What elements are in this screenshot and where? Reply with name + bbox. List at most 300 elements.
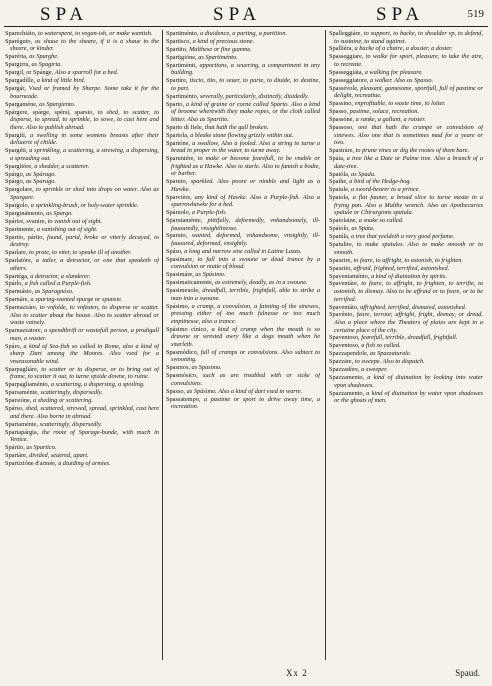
dictionary-entry (329, 155, 483, 170)
dictionary-entry (329, 265, 483, 273)
dictionary-entry (166, 54, 320, 62)
entry-headword: Spartóne, (166, 139, 190, 147)
entry-headword: Spartiménto, (166, 92, 199, 100)
entry-headword: Spasseggiatore, (329, 76, 369, 84)
entry-headword: Sparlatóre, (5, 257, 33, 265)
dictionary-entry (329, 304, 483, 312)
entry-headword: Spartizióne d'armée, (5, 459, 57, 467)
entry-headword: Spartigióne, (166, 53, 197, 61)
entry-headword: Sparsaménte, (5, 389, 39, 397)
entry-definition: to vnfolde, to vnfasten, to disperse or scatter. Also to scatter about the house. Also to scatter abroad or waste vainely. (10, 304, 159, 327)
entry-definition: as Spásimo. (195, 271, 226, 279)
entry-definition: a detractor, a slanderer. (30, 272, 91, 280)
entry-headword: Sparginámento, (5, 209, 45, 217)
entry-headword: Spasso, (329, 108, 349, 116)
dictionary-entry (5, 109, 159, 132)
entry-definition: a bleake stone flowing grizzly within out. (190, 131, 294, 139)
entry-headword: Spazzamento, (329, 389, 365, 397)
entry-headword: Spatola, (329, 194, 350, 202)
entry-definition: as Spásimo. Also a kind of dart vsed in warre. (186, 387, 303, 395)
entry-definition: a swelling in some womens breasts after their deliuerie of childe. (10, 131, 159, 147)
dictionary-entry (5, 30, 159, 38)
entry-headword: Spatolaine, (329, 217, 358, 225)
entry-headword: Spatule, (329, 186, 350, 194)
entry-headword: Spassévole, (329, 84, 359, 92)
entry-headword: Spaventoso, (329, 342, 360, 350)
entry-definition: fearefull, terrible, dreadfull, frightfull. (361, 334, 458, 342)
entry-headword: Spazzamento, (329, 374, 365, 382)
entry-headword: Spasimáre, (166, 271, 194, 279)
entry-definition: a ranke, a gallant, a roister. (355, 116, 426, 124)
entry-headword: Spartáre, (5, 451, 28, 459)
entry-definition: a long and narrow sine called in Latine Lazzo. (184, 247, 302, 255)
entry-headword: Sparuto, (166, 232, 188, 240)
header-rule (4, 26, 488, 27)
page-number: 519 (467, 8, 484, 20)
entry-headword: Sparuniére, (166, 155, 195, 163)
entry-definition: tiscio, tito, to seuer, to parte, to diuide, to destine, to part. (171, 77, 320, 92)
dictionary-entry (329, 241, 483, 256)
dictionary-entry (329, 186, 483, 194)
entry-headword: Spárgo, (5, 170, 25, 178)
entry-headword: Sparuto, (166, 178, 188, 186)
entry-headword: Spargolare, (5, 186, 34, 194)
dictionary-entry (329, 358, 483, 366)
dictionary-entry (166, 248, 320, 256)
dictionary-entry (329, 178, 483, 186)
column-2 (166, 30, 320, 660)
entry-headword: Sparnáre, (5, 296, 29, 304)
entry-headword: Spargéti, (5, 147, 28, 155)
entry-headword: Spartiménto, (166, 30, 199, 37)
entry-headword: Spargaméne, (5, 100, 38, 108)
entry-definition: a kind of Sea-fish so called in Rome, also a kind of sharp Dart among the Moores. Also vsed for a vnseasonable wind. (10, 342, 159, 365)
dictionary-entry (5, 226, 159, 234)
entry-headword: Spartio, pártio, (5, 233, 45, 241)
entry-definition: full of cramps or convulsions. Also subiect to swooning. (171, 348, 320, 364)
dictionary-entry (5, 460, 159, 468)
entry-definition: as Spargiento. (39, 100, 76, 108)
entry-definition: as Spazzaturale. (369, 350, 412, 358)
entry-definition: divided, seuered, apart. (29, 451, 89, 459)
entry-headword: Spavénto, (329, 311, 355, 319)
entry-definition: affraid, frighted, terrified, astonished. (353, 264, 450, 272)
entry-headword: Spazzáre, (329, 358, 354, 366)
entry-headword: Spasmos, (166, 364, 190, 372)
dictionary-entry (5, 397, 159, 405)
entry-headword: Spasimare, (166, 255, 194, 263)
entry-headword: Spárire, svanire, (5, 217, 47, 225)
entry-headword: Spartéga, (5, 272, 29, 280)
entry-headword: Spásimo, (166, 302, 190, 310)
entry-headword: Spartiménti, (166, 61, 197, 69)
dictionary-entry (5, 257, 159, 272)
entry-headword: Sparnazzáre, (5, 304, 38, 312)
dictionary-entry (5, 178, 159, 186)
entry-definition: to waterspent, to vegan-ish, or make wantish. (37, 30, 153, 37)
dictionary-entry (166, 232, 320, 247)
dictionary-entry (5, 389, 159, 397)
entry-definition: a swallow, Also a fooled. Also a string to turne a bread in proper in the water, to turne away. (171, 139, 320, 155)
entry-definition: scatteringly, dispersedly. (40, 389, 103, 397)
dictionary-entry (5, 77, 159, 85)
dictionary-entry (329, 77, 483, 85)
entry-definition: scatteringly, dispersedly. (39, 420, 103, 428)
dictionary-entry (329, 100, 483, 108)
entry-headword: Spásimo cínico, (166, 325, 209, 333)
entry-headword: Spazzapendole, (329, 350, 369, 358)
dictionary-entry (329, 69, 483, 77)
column-1 (5, 30, 159, 660)
entry-headword: Spassino, (329, 100, 353, 108)
dictionary-entry (5, 327, 159, 342)
entry-headword: Spárso, (5, 405, 24, 413)
entry-definition: to support, to backe, to shoulder vp, to defend, to sustaine, to stand against. (334, 30, 483, 45)
entry-definition: a diuidence, a parting, a partition. (199, 30, 288, 37)
header-word-right: SPA (376, 4, 425, 25)
entry-definition: a sweeper. (361, 366, 388, 374)
entry-headword: Sparéria, (5, 53, 28, 61)
dictionary-entry (5, 202, 159, 210)
entry-definition: as Spada. (351, 170, 376, 178)
dictionary-entry (5, 444, 159, 452)
dictionary-entry (329, 257, 483, 265)
entry-definition: a snake so called. (358, 217, 404, 225)
dictionary-entry (5, 452, 159, 460)
dictionary-entry (5, 147, 159, 162)
entry-definition: apportions, a seuering, a compartment in any building. (171, 61, 320, 77)
entry-definition: as Spárago. (25, 170, 56, 178)
entry-definition: a walking for pleasure. (364, 68, 423, 76)
entry-definition: pleasant, gamesome, sportfull, full of pastime or delight, recreatiue. (334, 84, 483, 100)
entry-definition: a kind of little bird. (36, 77, 86, 85)
entry-definition: as Spagiria. (31, 61, 62, 69)
dictionary-entry (5, 53, 159, 61)
entry-definition: to make or become fearefull, to be vnable or frighted as a Hawke. Also to starle. Also to famish a bodie, or barber. (171, 155, 320, 178)
dictionary-entry (166, 30, 320, 38)
entry-definition: a kind of cramp when the mouth is so drawne or wrested awry like a dogs mouth when he snarleth. (171, 325, 320, 348)
dictionary-entry (329, 334, 483, 342)
entry-definition: to sprinkle or shed into drops on water. Also as Spargare. (10, 186, 159, 201)
entry-headword: Spasimeuole, (166, 287, 200, 295)
dictionary-entry (329, 366, 483, 374)
entry-definition: to make spatules. Also to make smooth or to smooth. (334, 241, 483, 256)
dictionary-entry (5, 38, 159, 53)
catchword: Spaud. (455, 668, 480, 678)
entry-headword: Spasimaticamente, (166, 279, 214, 287)
entry-headword: Spáruolo, (166, 209, 191, 217)
dictionary-entry (329, 171, 483, 179)
dictionary-entry (166, 256, 320, 271)
entry-definition: to fall into a swoune or dead trance by a convulsion or mutte of blood. (171, 255, 320, 271)
dictionary-entry (329, 53, 483, 68)
entry-definition: a tatler, a detractor, or one that speaketh of others. (10, 257, 159, 272)
entry-headword: Spárgo, (5, 178, 25, 186)
running-header (0, 4, 492, 24)
entry-headword: Spatúla, (329, 233, 350, 241)
entry-definition: a fish so called. (361, 342, 401, 350)
dictionary-entry (166, 396, 320, 411)
dictionary-entry (166, 279, 320, 287)
dictionary-entry (329, 85, 483, 100)
entry-headword: Sparnazzatore, (5, 327, 43, 335)
entry-definition: as Spartiménto. (198, 53, 238, 61)
entry-headword: Sparto, (166, 100, 185, 108)
entry-headword: Spárgere, spárge, spérsì, sparsio, (5, 108, 94, 116)
dictionary-entry (166, 93, 320, 101)
entry-headword: Spaurito, (329, 264, 352, 272)
dictionary-entry (5, 288, 159, 296)
entry-definition: found, partd, broke or vtterly decayed, to destroy. (10, 233, 159, 249)
dictionary-entry (5, 405, 159, 420)
dictionary-entry (166, 46, 320, 54)
entry-definition: dreadfull, terrible, frightfull, able to strike a man into a swoune. (171, 287, 320, 302)
dictionary-entry (329, 45, 483, 53)
entry-headword: Spargil, or Spánge, (5, 69, 54, 77)
entry-definition: feare, terrour, affright, fright, dismay, or dread. Also a place where the Theaters of plaies are kept in a certaine place of the city. (334, 311, 483, 334)
dictionary-entry (5, 163, 159, 171)
entry-definition: a kind of diuination by water vpon shadowes or the ghosts of men. (334, 389, 483, 405)
header-word-center: SPA (213, 4, 262, 25)
entry-headword: Spatulire, (329, 241, 354, 249)
dictionary-entry (5, 343, 159, 366)
entry-headword: Sparlare, (5, 249, 28, 257)
dictionary-entry (5, 132, 159, 147)
dictionary-entry (5, 296, 159, 304)
dictionary-entry (5, 280, 159, 288)
entry-definition: a scattering, a dispersing, a spoiling. (50, 381, 145, 389)
dictionary-entry (166, 77, 320, 92)
entry-definition: to prune vines or dig the rootes of them bare. (355, 147, 470, 155)
entry-definition: a kind of diuination by spirits. (370, 272, 447, 280)
entry-headword: Spassatempo, (166, 395, 201, 403)
entry-headword: Spalliéra, (329, 45, 353, 53)
dictionary-entry (329, 233, 483, 241)
dictionary-entry (166, 62, 320, 77)
entry-definition: a sprinkling, a scattering, a strewing, a dispersing, a spreading out. (10, 147, 159, 162)
entry-definition: a kind of graine or corne called Sparto. Also a kind of broome wherewith they make ropes, or the cloth called bitter. Also as Spartito. (171, 100, 320, 123)
entry-definition: such as are troubled with or sicke of convulsions. (171, 372, 320, 387)
entry-definition: as Spartico. (26, 444, 57, 452)
entry-definition: to prate, to vtter, to speake ill of another. (29, 249, 132, 257)
entry-definition: a tree like a Date or Palme tree. Also a branch of a date-tree. (334, 155, 483, 170)
entry-definition: that hath the gall broken. (204, 123, 269, 131)
entry-headword: Spartisco, (166, 37, 192, 45)
entry-headword: Sparechiáto, (5, 30, 37, 37)
entry-definition: to scatter or to disperse, or to bring out of frame, to scatter it out, to turne vpside downe, to ruine. (10, 365, 159, 381)
entry-headword: Sparéguto, (5, 37, 33, 45)
entry-headword: Spátolo, (329, 225, 350, 233)
entry-headword: Spatóla, (329, 170, 350, 178)
dictionary-entry (5, 429, 159, 444)
entry-definition: one that hath the crampe or convulsion of sinewes. Also one that is sometimes mad for a yeare or two. (334, 124, 483, 147)
entry-headword: Spasmódico, (166, 348, 199, 356)
entry-definition: affrighted, terrified, dismaied, astonished. (360, 303, 467, 311)
column-divider-2 (325, 30, 326, 660)
entry-definition: a walker. Also as Spasso. (369, 76, 434, 84)
dictionary-entry (5, 304, 159, 327)
entry-headword: Spartaménte, (5, 420, 39, 428)
entry-headword: Spazzadóre, (329, 366, 360, 374)
dictionary-entry (166, 388, 320, 396)
entry-definition: a diuiding of armies. (58, 459, 111, 467)
entry-definition: a sheding or scattering. (33, 397, 93, 405)
entry-definition: a flat fauner, a broad slice to turne meate in a frying pan. Also a Malthe wrench. Also an Apothecaries spatule or Chirurgions spatula. (334, 194, 483, 217)
dictionary-entry (166, 124, 320, 132)
entry-headword: Spárlo, (5, 280, 24, 288)
entry-definition: a tree that yeeldeth a very good perfume. (351, 233, 455, 241)
entry-headword: Spasmósico, (166, 372, 198, 380)
dictionary-entry (5, 366, 159, 381)
signature-mark: Xx 2 (286, 668, 308, 678)
entry-definition: a shedder, a scatterer. (34, 162, 90, 170)
entry-definition: the roote of Sparage-bunde, with much in Venice. (10, 428, 159, 444)
entry-definition: to feare, to affright, to astonish, to frighten. (353, 256, 463, 264)
entry-definition: wanted, deformed, vnhandsome, vnsightly, ill-fauoured, deformed, vnsightly. (171, 232, 320, 248)
entry-definition: a Purple-fish. (191, 209, 227, 217)
entry-definition: as Spargo. (46, 209, 73, 217)
dictionary-entry (166, 349, 320, 364)
entry-headword: Spaventaménto, (329, 272, 370, 280)
dictionary-entry (5, 421, 159, 429)
entry-headword: Spaventáto, (329, 303, 359, 311)
dictionary-entry (166, 287, 320, 302)
dictionary-entry (5, 273, 159, 281)
entry-definition: pastime, solace, recreation. (349, 108, 419, 116)
dictionary-entry (166, 38, 320, 46)
dictionary-entry (329, 124, 483, 147)
entry-definition: as Sparagnóso. (34, 288, 74, 296)
entry-headword: Spargirra, (5, 61, 30, 69)
entry-definition: a kind of diuination by looking into water vpon shadowes. (334, 374, 483, 389)
entry-headword: Spargitóre, (5, 162, 33, 170)
dictionary-entry (166, 364, 320, 372)
entry-headword: Sparimente, (5, 225, 36, 233)
dictionary-entry (5, 69, 159, 77)
dictionary-entry (166, 217, 320, 232)
entry-headword: Spáta, (329, 155, 345, 163)
entry-definition: Vsed or framed by Sharpe. Some take it for the bourneade. (10, 85, 159, 100)
dictionary-entry (329, 390, 483, 405)
entry-definition: as Sparghe. (29, 53, 59, 61)
header-word-left: SPA (40, 4, 89, 25)
entry-headword: Sparto di fiele, (166, 123, 204, 131)
entry-definition: a sparing-wanted spurge or spunsie. (30, 296, 123, 304)
dictionary-entry (166, 132, 320, 140)
entry-headword: Spáso, (166, 247, 183, 255)
entry-headword: Spathe, (329, 178, 348, 186)
entry-definition: a kind of precious stone. (192, 37, 255, 45)
entry-headword: Spártio, (5, 444, 25, 452)
dictionary-entry (166, 155, 320, 178)
entry-headword: Spaventoso, (329, 334, 360, 342)
entry-headword: Spartapárgia, (5, 428, 39, 436)
entry-definition: a vanishing out of sight. (36, 225, 98, 233)
dictionary-entry (329, 147, 483, 155)
entry-definition: as extremely, deadly, as in a swoune. (214, 279, 308, 287)
entry-definition: a backe of a chaire, a dossier, a doster. (354, 45, 453, 53)
entry-headword: Sparsióne, (5, 397, 32, 405)
entry-definition: a spendthrift or wastefull person, a prodigall man, a waster. (10, 327, 159, 342)
entry-headword: Spartire, (166, 77, 188, 85)
dictionary-entry (5, 218, 159, 226)
entry-headword: Spastráre, (329, 147, 355, 155)
entry-headword: Spargár, (5, 85, 26, 93)
dictionary-entry (166, 101, 320, 124)
entry-definition: as Spasimo. (191, 364, 222, 372)
dictionary-entry (5, 186, 159, 201)
entry-definition: a sprinkling-brush, or holy-water sprinkle. (30, 201, 139, 209)
entry-definition: Also a sparroll for a bed. (54, 69, 119, 77)
dictionary-entry (329, 108, 483, 116)
entry-definition: sparkled. Also poore or nimble and light as a Hawke. (171, 178, 320, 193)
dictionary-entry (329, 374, 483, 389)
dictionary-entry (5, 249, 159, 257)
entry-headword: Spargolo, (5, 201, 30, 209)
column-divider-1 (162, 30, 163, 660)
entry-headword: Spáro, (5, 342, 22, 350)
dictionary-entry (166, 372, 320, 387)
dictionary-entry (5, 210, 159, 218)
entry-definition: severally, particularly, distinctly, diuidedly. (199, 92, 309, 100)
dictionary-entry (5, 85, 159, 100)
entry-headword: Sparvière, (166, 193, 192, 201)
dictionary-entry (166, 271, 320, 279)
dictionary-entry (166, 194, 320, 209)
dictionary-entry (166, 209, 320, 217)
dictionary-entry (166, 178, 320, 193)
entry-definition: to shed, to scatter, to disperse, to spread, to sprinkle, to sowe, to cast here and there. Also to publish abroad. (10, 108, 159, 131)
dictionary-entry (166, 140, 320, 155)
dictionary-entry (329, 116, 483, 124)
entry-definition: to vanish out of sight. (47, 217, 103, 225)
dictionary-entry (5, 381, 159, 389)
dictionary-entry (5, 61, 159, 69)
entry-definition: a pastime or sport to drive away time, a recreation. (171, 395, 320, 411)
dictionary-entry (329, 273, 483, 281)
dictionary-entry (329, 350, 483, 358)
dictionary-entry (166, 303, 320, 326)
entry-headword: Spassoso, (329, 124, 354, 132)
entry-headword: Spalleggiáre, (329, 30, 363, 37)
dictionary-entry (329, 225, 483, 233)
entry-definition: to walke for sport, pleasure, to take the aire, to recreate. (334, 53, 483, 68)
entry-headword: Spasseggiáta, (329, 68, 364, 76)
entry-definition: as Sparago. (25, 178, 56, 186)
entry-headword: Spasso, (166, 387, 186, 395)
dictionary-entry (329, 217, 483, 225)
dictionary-entry (5, 234, 159, 249)
entry-definition: shed, scattered, strewed, spread, sprinkled, cast here and there. Also borne in abroad. (10, 405, 159, 420)
entry-definition: Malthese or fine gumme. (189, 45, 252, 53)
entry-definition: a bird of the Hedge-hog. (349, 178, 412, 186)
entry-headword: Spargadílle, (5, 77, 36, 85)
entry-headword: Spaventáre, (329, 280, 359, 288)
entry-headword: Spassóne, (329, 116, 355, 124)
entry-definition: to sweepe. Also to dispatch. (354, 358, 425, 366)
column-3 (329, 30, 483, 660)
entry-definition: as shaue to the sheare, if it is a shaue to the sheare, or kinder. (10, 37, 159, 53)
entry-definition: a sword-bearer to a prince. (351, 186, 421, 194)
entry-headword: Sparpagliáre, (5, 365, 39, 373)
entry-definition: as Spáta. (351, 225, 375, 233)
entry-definition: a fish called a Purple-fish. (24, 280, 92, 288)
entry-definition: vnprofitable, to waste time, to loiter. (354, 100, 446, 108)
entry-headword: Spasseggiare, (329, 53, 364, 61)
dictionary-entry (5, 101, 159, 109)
entry-definition: to feare, to affright, to frighten, to terrifie, to astonish, to dismay. Also to be affraid or to feare, or to be terrified. (334, 280, 483, 303)
entry-headword: Spargíti, (5, 131, 27, 139)
